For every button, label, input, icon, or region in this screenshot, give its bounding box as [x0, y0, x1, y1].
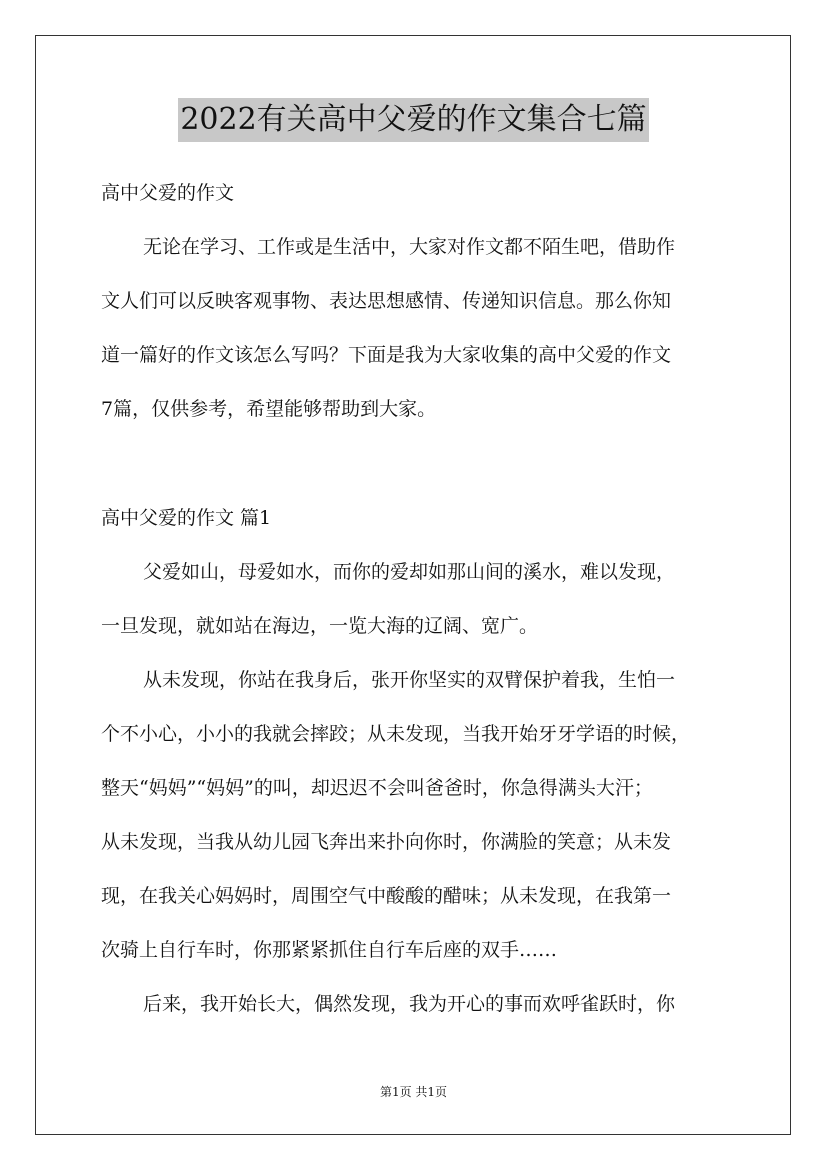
body-line: 个不小心，小小的我就会摔跤；从未发现，当我开始牙牙学语的时候，	[101, 723, 691, 745]
page-number-footer: 第1页 共1页	[379, 1085, 448, 1099]
intro-line: 道一篇好的作文该怎么写吗？下面是我为大家收集的高中父爱的作文	[101, 344, 672, 366]
body-line: 一旦发现，就如站在海边，一览大海的辽阔、宽广。	[101, 615, 539, 637]
document-title: 2022有关高中父爱的作文集合七篇	[178, 98, 648, 142]
title-container	[0, 98, 827, 142]
section-heading: 高中父爱的作文	[101, 182, 235, 204]
intro-line: 文人们可以反映客观事物、表达思想感情、传递知识信息。那么你知	[101, 290, 672, 312]
essay-heading: 高中父爱的作文 篇1	[101, 507, 272, 529]
body-line: 后来，我开始长大，偶然发现，我为开心的事而欢呼雀跃时，你	[143, 993, 676, 1015]
body-line: 父爱如山，母爱如水，而你的爱却如那山间的溪水，难以发现，	[143, 561, 676, 583]
intro-line: 7篇，仅供参考，希望能够帮助到大家。	[101, 398, 437, 420]
body-line: 次骑上自行车时，你那紧紧抓住自行车后座的双手……	[101, 939, 558, 961]
body-line: 从未发现，你站在我身后，张开你坚实的双臂保护着我，生怕一	[143, 669, 676, 691]
intro-line: 无论在学习、工作或是生活中，大家对作文都不陌生吧，借助作	[143, 236, 676, 258]
body-line: 现，在我关心妈妈时，周围空气中酸酸的醋味；从未发现，在我第一	[101, 885, 672, 907]
body-line: 从未发现，当我从幼儿园飞奔出来扑向你时，你满脸的笑意；从未发	[101, 831, 672, 853]
body-line: 整天“妈妈”“妈妈”的叫，却迟迟不会叫爸爸时，你急得满头大汗；	[101, 777, 653, 799]
